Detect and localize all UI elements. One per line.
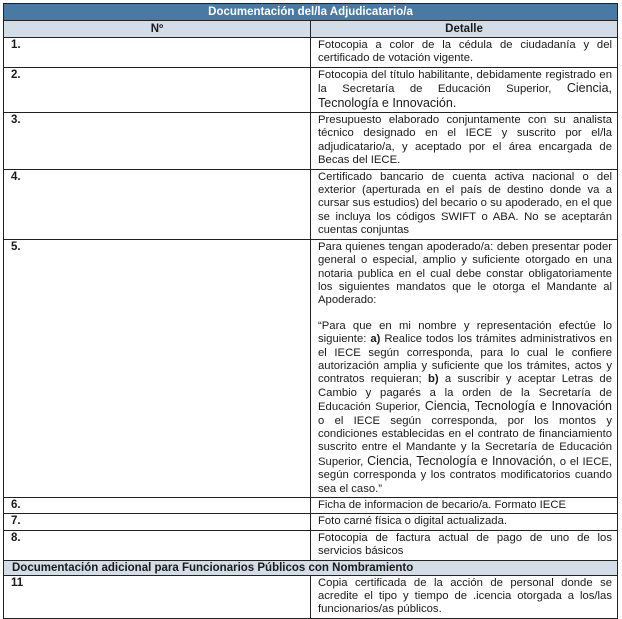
- row-detail-text: Fotocopia del título habilitante, debidamente registrado en la Secretaría de Educación Superior,: [318, 68, 612, 96]
- quote-emphasis: Ciencia, Tecnología e Innovación,: [367, 453, 556, 468]
- row-detail: Presupuesto elaborado conjuntamente con su analista técnico designado en el IECE y suscrito por el/la adjudicatario/a, y aceptado por el área encargada de Becas del IECE.: [311, 113, 618, 170]
- column-header-detail: Detalle: [311, 21, 618, 38]
- section-header-row: [4, 560, 618, 575]
- quote-text: a suscribir y aceptar Letras de Cambio y pagarés a la orden de la Secretaría de Educación Superior,: [318, 373, 612, 414]
- quote-emphasis: Ciencia, Tecnología e Innovación: [424, 399, 613, 414]
- row-detail: [311, 67, 618, 112]
- row-number: 7.: [11, 515, 21, 528]
- quote-text: “Para que en mi nombre y representación efectúe lo siguiente:: [318, 319, 612, 346]
- row-detail: Fotocopia a color de la cédula de ciudadanía y del certificado de votación vigente.: [311, 38, 618, 68]
- row-detail: Certificado bancario de cuenta activa nacional o del exterior (aperturada en el país de destino donde va a cursar sus estudios) del becario o su apoderado, en el que se incluya los códigos SWIFT o ABA. No se aceptarán cuentas conjuntas: [311, 169, 618, 239]
- table-row: [4, 169, 618, 239]
- row-number: 2.: [11, 68, 21, 81]
- table-row: [4, 498, 618, 514]
- row-detail-emphasis: Ciencia, Tecnología e Innovación.: [318, 81, 613, 110]
- table-title-row: [4, 4, 618, 21]
- quote-label-a: a): [370, 333, 381, 346]
- spacer: [318, 308, 612, 320]
- table-row: [4, 575, 618, 618]
- table-header-row: [4, 21, 618, 38]
- row-detail: Ficha de informacion de becario/a. Formato IECE: [311, 498, 618, 514]
- table-row: [4, 113, 618, 170]
- row-number: 3.: [11, 114, 21, 127]
- quote-text: Realice todos los trámites administrativos en el IECE según corresponda, para lo cual le confiere autorización amplia y suficiente que los trámites, actos y contratos requieran;: [318, 333, 612, 386]
- row-number: 6.: [11, 499, 21, 511]
- row-number: 8.: [11, 531, 21, 544]
- quote-label-b: b): [427, 373, 439, 386]
- row-number: 1.: [11, 39, 21, 51]
- row-detail-quote: [318, 320, 612, 496]
- table-row: [4, 67, 618, 112]
- quote-text: o el IECE, según corresponda y los contratos modificatorios cuando sea el caso.”: [318, 455, 613, 495]
- row-number: 5.: [11, 240, 21, 253]
- row-detail: [311, 239, 618, 497]
- documentation-table-wrapper: [3, 3, 618, 619]
- column-header-number: Nº: [4, 21, 311, 38]
- row-detail: Fotocopia de factura actual de pago de uno de los servicios básicos: [311, 530, 618, 560]
- row-detail: Foto carné física o digital actualizada.: [311, 514, 618, 530]
- quote-text: o el IECE según corresponda, por los montos y condiciones establecidas en el contrato de financiamiento suscrito entre el Mandante y la Secretaría de Educación Superior,: [318, 414, 612, 468]
- table-row: [4, 530, 618, 560]
- table-row: [4, 239, 618, 497]
- documentation-table: [3, 3, 618, 619]
- row-detail: Copia certificada de la acción de personal donde se acredite el tipo y tiempo de .icencia otorgada a los/las funcionarios/as públicos.: [311, 575, 618, 618]
- table-row: [4, 38, 618, 68]
- row-number: 4.: [11, 170, 21, 183]
- row-number: 11: [11, 576, 24, 589]
- row-detail-intro: Para quienes tengan apoderado/a: deben presentar poder general o especial, amplio y suficiente otorgado en una notaria publica en el cual debe constar obligatoriamente los siguientes mandatos que le otorga el Mandante al Apoderado:: [318, 240, 612, 307]
- table-title: Documentación del/la Adjudicatario/a: [4, 4, 618, 21]
- section-title: Documentación adicional para Funcionarios Públicos con Nombramiento: [4, 560, 618, 575]
- table-row: [4, 514, 618, 530]
